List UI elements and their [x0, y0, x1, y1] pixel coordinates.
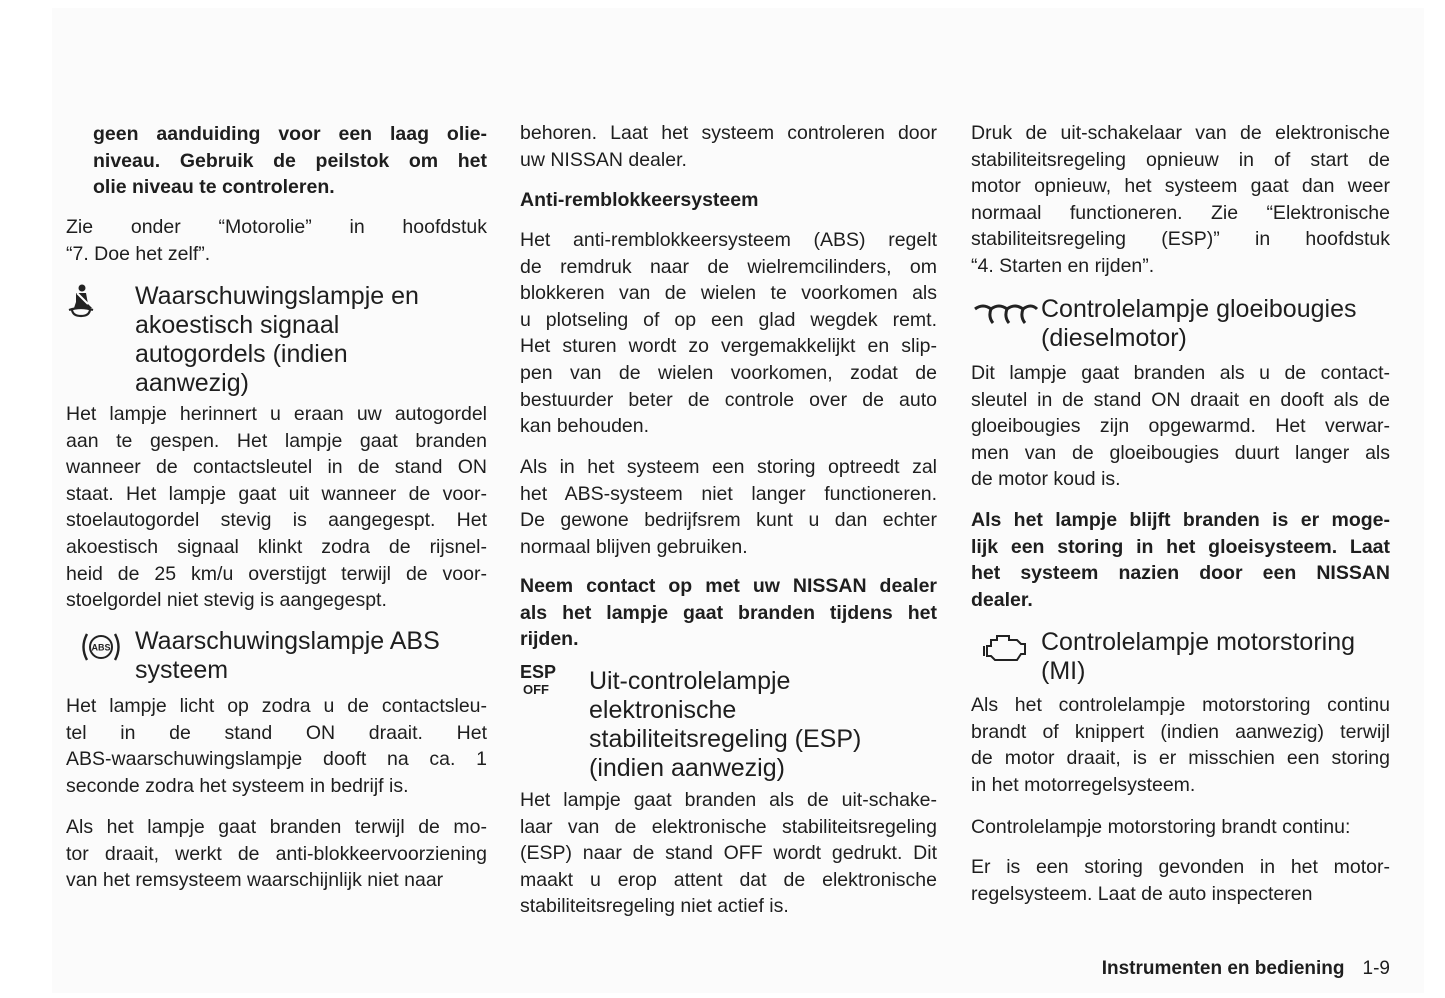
text-line: Zie onder “Motorolie” in hoofdstuk [66, 216, 487, 238]
text-line: Uit-controlelampje [589, 667, 791, 695]
text-line: men van de gloeibougies duurt langer als [971, 441, 1390, 464]
text-line: motor opnieuw, het systeem gaat dan weer [971, 175, 1390, 198]
footer-section-title: Instrumenten en bediening [1101, 958, 1345, 979]
contact-dealer-warning [520, 573, 937, 653]
anti-lock-heading [520, 187, 937, 214]
esp-continued-paragraph [971, 120, 1390, 280]
text-line: seconde zodra het systeem in bedrijf is. [66, 774, 409, 797]
text-line: Als het controlelampje motorstoring continu [971, 694, 1390, 716]
text-line: regelsysteem. Laat de auto inspecteren [971, 882, 1313, 905]
text-line: Anti-remblokkeersysteem [520, 189, 759, 211]
text-line: ABS-waarschuwingslampje dooft na ca. 1 [66, 748, 487, 771]
text-line: olie niveau te controleren. [93, 176, 335, 199]
text-line: akoestisch signaal [135, 311, 340, 339]
text-line: laar van de elektronische stabiliteitsregeling [520, 815, 937, 838]
text-line: Als in het systeem een storing optreedt zal [520, 456, 937, 478]
text-line: maakt u erop attent dat de elektronische [520, 868, 937, 891]
text-line: “7. Doe het zelf”. [66, 242, 211, 265]
page-number: 1-9 [1362, 958, 1390, 979]
text-line: de motor draait, is er misschien een storing [971, 747, 1390, 770]
glow-plug-paragraph [971, 360, 1390, 493]
text-line: de motor koud is. [971, 468, 1121, 491]
text-line: als het lampje gaat branden tijdens het [520, 601, 937, 624]
text-line: stabiliteitsregeling opnieuw in of start de [971, 148, 1390, 171]
esp-icon-top: ESP [520, 662, 557, 682]
esp-off-icon [520, 664, 556, 698]
text-line: aanwezig) [135, 369, 249, 397]
text-line: Als het lampje blijft branden is er moge- [971, 509, 1390, 531]
seatbelt-warning-heading [135, 282, 419, 398]
text-line: in het motorregelsysteem. [971, 773, 1196, 796]
text-line: (MI) [1041, 657, 1086, 685]
text-line: aan te gespen. Het lampje gaat branden [66, 429, 487, 452]
text-line: Neem contact op met uw NISSAN dealer [520, 575, 937, 597]
text-line: rijden. [520, 628, 579, 651]
text-line: kan behouden. [520, 415, 650, 438]
text-line: elektronische [589, 696, 737, 724]
text-line: geen aanduiding voor een laag olie- [93, 123, 487, 145]
engine-malfunction-heading [1041, 628, 1355, 686]
abs-paragraph-1 [66, 693, 487, 799]
text-line: stabiliteitsregeling (ESP) [589, 725, 862, 753]
text-line: staat. Het lampje gaat uit wanneer de voor- [66, 482, 487, 505]
text-line: stoelautogordel stevig is aangegespt. Het [66, 509, 487, 532]
text-line: bestuurder beter de controle over de auto [520, 388, 937, 411]
text-line: gloeibougies zijn opgewarmd. Het verwar- [971, 415, 1390, 438]
text-line: dealer. [971, 588, 1033, 611]
esp-off-heading [589, 667, 861, 783]
text-line: normaal functioneren. Zie “Elektronische [971, 201, 1390, 224]
text-line: Controlelampje motorstoring brandt continu: [971, 816, 1351, 838]
text-line: Waarschuwingslampje ABS [135, 627, 440, 655]
text-line: brandt of knippert (indien aanwezig) terwijl [971, 720, 1390, 743]
text-line: Het lampje herinnert u eraan uw autogordel [66, 403, 487, 425]
text-line: normaal blijven gebruiken. [520, 535, 748, 558]
anti-lock-paragraph-1 [520, 227, 937, 440]
text-line: sleutel in de stand ON draait en dooft als de [971, 388, 1390, 411]
text-line: Het lampje licht op zodra u de contactsleu- [66, 695, 487, 717]
seatbelt-paragraph [66, 401, 487, 614]
text-line: stabiliteitsregeling niet actief is. [520, 895, 789, 918]
abs-warning-icon [78, 628, 124, 671]
text-line: Als het lampje gaat branden terwijl de mo- [66, 816, 487, 838]
text-line: lijk een storing in het gloeisysteem. Laat [971, 535, 1390, 558]
text-line: Controlelampje motorstoring [1041, 628, 1356, 656]
text-line: autogordels (indien [135, 340, 348, 368]
oil-level-note [93, 121, 487, 201]
glow-plug-icon [973, 303, 1039, 332]
text-line: blokkeren van de wielen te voorkomen als [520, 282, 937, 305]
abs-warning-heading [135, 627, 440, 685]
text-line: niveau. Gebruik de peilstok om het [93, 149, 487, 172]
text-line: Er is een storing gevonden in het motor- [971, 856, 1390, 878]
text-line: (indien aanwezig) [589, 754, 785, 782]
text-line: behoren. Laat het systeem controleren door [520, 122, 937, 144]
text-line: heid de 25 km/u overstijgt terwijl de voor- [66, 562, 487, 585]
text-line: het systeem nazien door een NISSAN [971, 562, 1390, 585]
text-line: tor draait, werkt de anti-blokkeervoorziening [66, 842, 487, 865]
engine-malfunction-paragraph-3 [971, 854, 1390, 907]
see-motor-oil-paragraph [66, 214, 487, 267]
text-line: akoestisch signaal klinkt zodra de rijsnel- [66, 535, 487, 558]
glow-plug-heading [1041, 295, 1356, 353]
text-line: wanneer de contactsleutel in de stand ON [66, 456, 487, 479]
abs-continued-paragraph [520, 120, 937, 173]
text-line: de remdruk naar de wielremcilinders, om [520, 255, 937, 278]
text-line: u plotseling of op een glad wegdek remt. [520, 308, 937, 331]
engine-malfunction-paragraph-1 [971, 692, 1390, 798]
text-line: van het remsysteem waarschijnlijk niet naar [66, 869, 444, 892]
text-line: (dieselmotor) [1041, 324, 1187, 352]
glow-plug-warning [971, 507, 1390, 613]
text-line: stabiliteitsregeling (ESP)” in hoofdstuk [971, 228, 1390, 251]
seatbelt-warning-icon [66, 284, 96, 323]
text-line: De gewone bedrijfsrem kunt u dan echter [520, 509, 937, 532]
text-line: Het sturen wordt zo vergemakkelijkt en slip- [520, 335, 937, 358]
engine-malfunction-icon [983, 632, 1029, 669]
text-line: stoelgordel niet stevig is aangegespt. [66, 589, 387, 612]
text-line: “4. Starten en rijden”. [971, 254, 1155, 277]
text-line: tel in de stand ON draait. Het [66, 721, 487, 744]
esp-icon-bottom: OFF [523, 682, 549, 697]
esp-paragraph [520, 787, 937, 920]
text-line: (ESP) naar de stand OFF wordt gedrukt. Dit [520, 842, 937, 865]
abs-paragraph-2 [66, 814, 487, 894]
page-footer [1102, 958, 1390, 980]
anti-lock-paragraph-2 [520, 454, 937, 560]
text-line: systeem [135, 656, 229, 684]
abs-icon-label: ABS [91, 642, 111, 653]
text-line: Controlelampje gloeibougies [1041, 295, 1357, 323]
text-line: Dit lampje gaat branden als u de contact- [971, 362, 1390, 384]
text-line: Waarschuwingslampje en [135, 282, 419, 310]
engine-malfunction-paragraph-2 [971, 814, 1390, 841]
text-line: uw NISSAN dealer. [520, 148, 687, 171]
text-line: Het anti-remblokkeersysteem (ABS) regelt [520, 229, 937, 251]
text-line: pen van de wielen voorkomen, zodat de [520, 361, 937, 384]
text-line: Het lampje gaat branden als de uit-schake- [520, 789, 937, 811]
text-line: het ABS-systeem niet langer functioneren. [520, 482, 937, 505]
text-line: Druk de uit-schakelaar van de elektronische [971, 122, 1390, 144]
